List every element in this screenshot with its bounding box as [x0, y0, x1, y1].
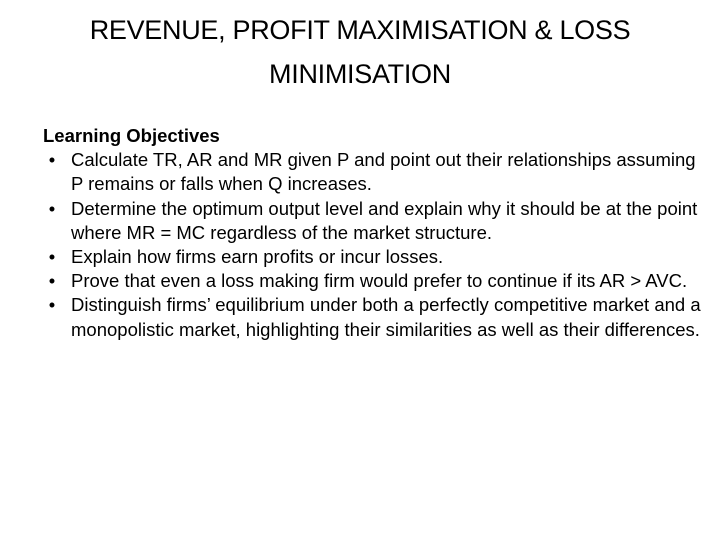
slide-title [20, 8, 700, 96]
objective-text: Prove that even a loss making firm would prefer to continue if its AR > AVC. [71, 270, 688, 292]
objective-text: Calculate TR, AR and MR given P and point out their relationships assuming P remains or falls when Q increases. [71, 149, 696, 195]
objective-text: Distinguish firms’ equilibrium under both a perfectly competitive market and a monopolistic market, highlighting their similarities as well as their differences. [71, 294, 701, 340]
slide-body [43, 124, 703, 342]
bullet-icon: • [48, 149, 56, 171]
objective-text: Explain how firms earn profits or incur losses. [71, 246, 444, 268]
objectives-heading: Learning Objectives [43, 125, 220, 146]
title-line-1: REVENUE, PROFIT MAXIMISATION & LOSS [89, 15, 631, 45]
objectives-list [43, 148, 703, 342]
title-line-2: MINIMISATION [269, 59, 451, 89]
bullet-icon: • [48, 270, 56, 292]
objective-item [43, 148, 703, 196]
objective-item [43, 245, 703, 269]
objective-item [43, 293, 703, 341]
bullet-icon: • [48, 294, 56, 316]
bullet-icon: • [48, 197, 56, 219]
objective-item [43, 197, 703, 245]
objective-item [43, 269, 703, 293]
bullet-icon: • [48, 246, 56, 268]
objective-text: Determine the optimum output level and explain why it should be at the point where MR = MC regardless of the market structure. [71, 197, 698, 243]
